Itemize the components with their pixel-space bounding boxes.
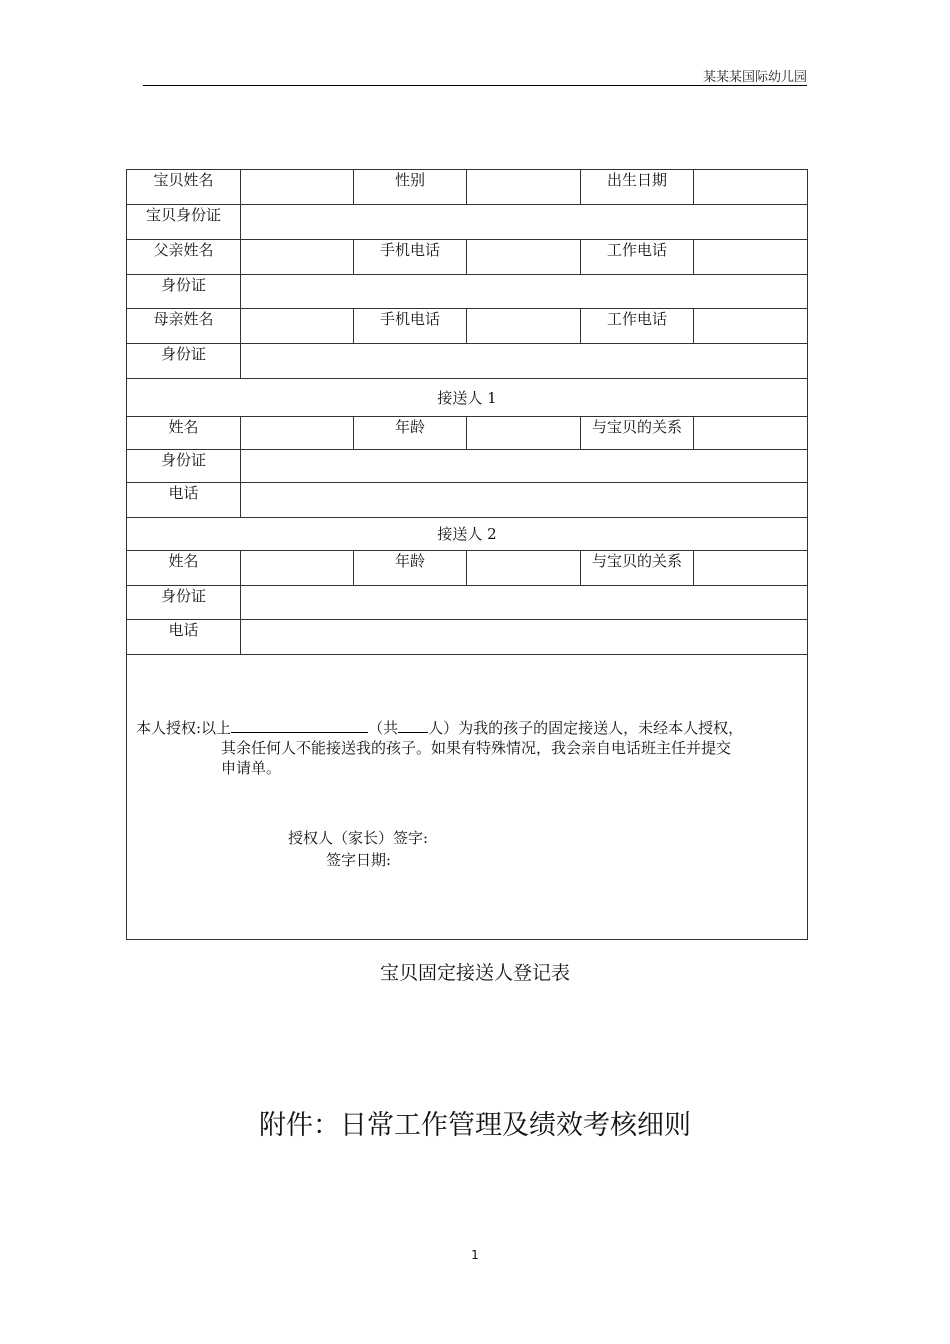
pickup2-relation-label: 与宝贝的关系 [581, 551, 694, 586]
header-rule [143, 85, 807, 86]
birth-date-label: 出生日期 [581, 170, 694, 205]
table-row [127, 620, 808, 655]
pickup2-relation-field[interactable] [694, 551, 808, 586]
father-id-field[interactable] [241, 275, 808, 309]
mother-name-label: 母亲姓名 [127, 309, 241, 344]
registration-form-table [126, 169, 808, 940]
pickup2-id-label: 身份证 [127, 586, 241, 620]
pickup2-phone-label: 电话 [127, 620, 241, 655]
pickup1-phone-label: 电话 [127, 483, 241, 518]
table-row [127, 450, 808, 483]
header-org-name: 某某某国际幼儿园 [702, 70, 807, 85]
auth-line3: 申请单。 [221, 759, 282, 777]
table-row [127, 518, 808, 551]
authorization-cell [127, 655, 808, 940]
pickup1-name-field[interactable] [241, 417, 354, 450]
sign-date-label: 签字日期: [326, 851, 392, 869]
father-work-phone-label: 工作电话 [581, 240, 694, 275]
pickup1-title: 接送人 1 [127, 379, 808, 417]
mother-id-label: 身份证 [127, 344, 241, 379]
table-row [127, 655, 808, 940]
pickup1-phone-field[interactable] [241, 483, 808, 518]
gender-field[interactable] [467, 170, 581, 205]
table-row [127, 417, 808, 450]
table-row [127, 240, 808, 275]
table-row [127, 586, 808, 620]
table-row [127, 379, 808, 417]
page-number: 1 [471, 1248, 479, 1262]
table-row [127, 483, 808, 518]
pickup1-id-label: 身份证 [127, 450, 241, 483]
father-name-field[interactable] [241, 240, 354, 275]
pickup2-title: 接送人 2 [127, 518, 808, 551]
table-row [127, 309, 808, 344]
gender-label: 性别 [354, 170, 467, 205]
mother-name-field[interactable] [241, 309, 354, 344]
father-mobile-label: 手机电话 [354, 240, 467, 275]
pickup-count-blank[interactable] [398, 718, 428, 733]
baby-name-label: 宝贝姓名 [127, 170, 241, 205]
pickup2-name-label: 姓名 [127, 551, 241, 586]
pickup1-relation-field[interactable] [694, 417, 808, 450]
pickup1-age-label: 年龄 [354, 417, 467, 450]
authorization-statement [136, 718, 800, 778]
auth-part3: 人）为我的孩子的固定接送人，未经本人授权， [428, 719, 744, 737]
father-id-label: 身份证 [127, 275, 241, 309]
pickup-names-blank[interactable] [231, 718, 368, 733]
table-row [127, 344, 808, 379]
mother-mobile-field[interactable] [467, 309, 581, 344]
pickup2-age-label: 年龄 [354, 551, 467, 586]
father-work-phone-field[interactable] [694, 240, 808, 275]
mother-id-field[interactable] [241, 344, 808, 379]
birth-date-field[interactable] [694, 170, 808, 205]
pickup2-name-field[interactable] [241, 551, 354, 586]
auth-line2: 其余任何人不能接送我的孩子。如果有特殊情况，我会亲自电话班主任并提交 [221, 739, 732, 757]
father-mobile-field[interactable] [467, 240, 581, 275]
table-row [127, 275, 808, 309]
pickup1-relation-label: 与宝贝的关系 [581, 417, 694, 450]
form-caption: 宝贝固定接送人登记表 [379, 962, 570, 984]
baby-id-field[interactable] [241, 205, 808, 240]
appendix-title: 附件：日常工作管理及绩效考核细则 [259, 1110, 691, 1141]
pickup2-id-field[interactable] [241, 586, 808, 620]
table-row [127, 170, 808, 205]
auth-part2: （共 [368, 719, 399, 737]
table-row [127, 205, 808, 240]
pickup1-name-label: 姓名 [127, 417, 241, 450]
pickup2-phone-field[interactable] [241, 620, 808, 655]
mother-mobile-label: 手机电话 [354, 309, 467, 344]
baby-name-field[interactable] [241, 170, 354, 205]
pickup1-id-field[interactable] [241, 450, 808, 483]
mother-work-phone-field[interactable] [694, 309, 808, 344]
baby-id-label: 宝贝身份证 [127, 205, 241, 240]
father-name-label: 父亲姓名 [127, 240, 241, 275]
pickup2-age-field[interactable] [467, 551, 581, 586]
table-row [127, 551, 808, 586]
pickup1-age-field[interactable] [467, 417, 581, 450]
signer-label: 授权人（家长）签字: [288, 829, 429, 847]
auth-prefix: 本人授权:以上 [136, 719, 232, 737]
mother-work-phone-label: 工作电话 [581, 309, 694, 344]
